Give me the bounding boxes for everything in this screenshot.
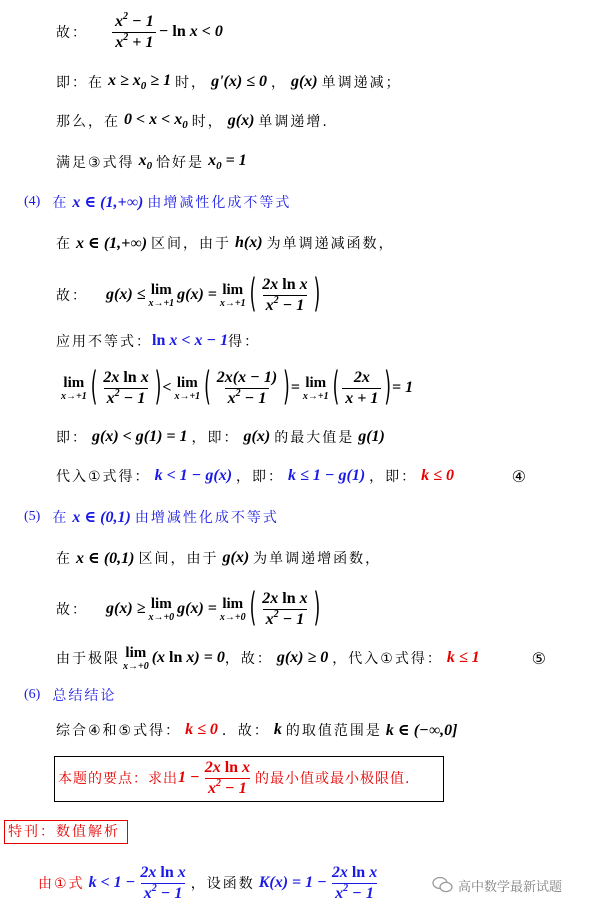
- line-apply-inequality: [56, 330, 260, 352]
- text: ，设函数: [190, 876, 255, 892]
- equation-tag: ⑤: [531, 648, 546, 668]
- label: 故：: [56, 288, 88, 304]
- text: 那么，在: [56, 114, 120, 130]
- line-decreasing: [56, 70, 402, 94]
- math: x ∈ (0,1): [68, 509, 135, 526]
- math: lim x→+0 (x ln x) = 0: [123, 644, 225, 672]
- math: k < 1 − $\frac{\text{2x ln x}}{x^2 - 1}$: [84, 863, 186, 902]
- line-summary: [56, 718, 458, 742]
- section-4-heading: [24, 191, 291, 213]
- line-conclusion-inequality: [56, 10, 223, 54]
- math: k ≤ 1 − g(1): [284, 467, 370, 484]
- math: x ∈ (1,+∞): [68, 194, 148, 211]
- line-interval-increasing: [56, 546, 381, 570]
- text: 总结结论: [52, 688, 117, 704]
- math: g(x): [286, 73, 322, 90]
- special-heading: [8, 820, 120, 842]
- text: 在: [56, 551, 72, 567]
- line-limit-inequality-2: [56, 586, 321, 632]
- math: g(x): [218, 549, 254, 566]
- text: 的取值范围是: [285, 723, 382, 739]
- equation-tag: ④: [511, 466, 526, 486]
- text: 应用不等式：: [56, 334, 152, 350]
- math: ln x < x − 1: [152, 332, 229, 349]
- label: 故：: [56, 25, 88, 41]
- text: 时，: [175, 75, 208, 91]
- section-number: (4): [24, 194, 41, 209]
- text: 即：: [56, 430, 88, 446]
- math: $x_0 = 1$: [204, 151, 247, 173]
- line-interval-decreasing: [56, 231, 395, 255]
- text: 在: [52, 510, 69, 526]
- section-number: (5): [24, 509, 41, 524]
- math: 1 − $\frac{\text{2x ln x}}{x^2 - 1}$: [178, 758, 251, 797]
- line-x0: [56, 150, 247, 174]
- math: K(x) = 1 − $\frac{\text{2x ln x}}{x^2 - 1}$: [254, 863, 378, 902]
- text: 综合④和⑤式得：: [56, 723, 182, 739]
- math: g'(x) ≤ 0: [207, 73, 271, 90]
- text: 的最大值是: [274, 430, 355, 446]
- text: 恰好是: [156, 155, 205, 171]
- section-6-heading: [24, 684, 116, 706]
- watermark: [432, 874, 562, 896]
- key-point: [58, 758, 411, 798]
- math: $0 < x < x_0$: [120, 110, 188, 132]
- text: 由增减性化成不等式: [134, 510, 279, 526]
- wechat-icon: [432, 876, 454, 894]
- text: 满足③式得: [56, 155, 135, 171]
- line-substitute-5: [56, 640, 546, 676]
- text: 由于极限: [56, 651, 120, 667]
- math: k ≤ 0: [417, 467, 454, 484]
- text: 由①式: [38, 876, 85, 892]
- text: 区间，由于: [138, 551, 219, 567]
- text: 即：在: [56, 75, 104, 91]
- text: ，即：: [191, 430, 240, 446]
- text: 在: [56, 236, 72, 252]
- math: x ∈ (1,+∞): [72, 235, 152, 252]
- text: 区间，由于: [151, 236, 232, 252]
- text: ，故：: [224, 651, 273, 667]
- section-5-heading: [24, 506, 279, 528]
- text: 的最小值或最小极限值.: [255, 771, 411, 787]
- math: h(x): [231, 234, 267, 251]
- line-maximum: [56, 426, 385, 448]
- text: 由增减性化成不等式: [147, 195, 292, 211]
- math: g(x) ≤ lim x→+1 g(x) = lim x→+1 ( $\frac{\text{2x ln x}}{x^2 - 1}$ ): [106, 272, 321, 318]
- math: g(x) < g(1) = 1: [88, 428, 192, 445]
- text: 时，: [191, 114, 224, 130]
- text: 得：: [228, 334, 261, 350]
- text: 特刊：数值解析: [8, 824, 120, 840]
- watermark-text: 高中数学最新试题: [458, 879, 563, 895]
- text: 单调递增.: [258, 114, 329, 130]
- text: 本题的要点：求出: [58, 771, 178, 787]
- text: 为单调递减函数，: [266, 236, 395, 252]
- text: ，代入①式得：: [332, 651, 443, 667]
- math: k: [269, 721, 286, 738]
- text: ，即：: [236, 469, 285, 485]
- line-limit-inequality: [56, 272, 321, 318]
- text: 在: [52, 195, 69, 211]
- text: 为单调递增函数，: [253, 551, 382, 567]
- text: ，即：: [369, 469, 418, 485]
- section-number: (6): [24, 687, 41, 702]
- text: 代入①式得：: [56, 469, 151, 485]
- math: $x_0$: [134, 151, 153, 173]
- line-increasing: [56, 109, 329, 133]
- text: ．故：: [221, 723, 270, 739]
- math: k ∈ (−∞,0]: [381, 722, 458, 739]
- math: k ≤ 0: [181, 721, 222, 738]
- math: x ∈ (0,1): [72, 550, 139, 567]
- math: k ≤ 1: [442, 649, 480, 666]
- math: g(1): [354, 428, 385, 445]
- label: 故：: [56, 602, 88, 618]
- math: g(x) ≥ 0: [272, 649, 333, 666]
- math: g(x): [239, 428, 275, 445]
- math: g(x) ≥ lim x→+0 g(x) = lim x→+0 ( $\frac{\text{2x ln x}}{x^2 - 1}$ ): [106, 586, 321, 632]
- line-define-K: [38, 860, 382, 906]
- math: $x \ge x_0 \ge 1$: [104, 71, 176, 93]
- math: $\frac{x^2 - 1}{x^2 + 1}$ − ln x < 0: [110, 13, 223, 52]
- math: k < 1 − g(x): [150, 467, 237, 484]
- text: ，: [270, 75, 287, 91]
- text: 单调递减；: [321, 75, 402, 91]
- line-limit-chain: lim x→+1 ( $\frac{\text{2x ln x}}{x^2 - 1}$ ) < lim x→+1 ( $\frac{2x(x - 1)}{x^2 - 1}$ ) = lim x→+1 ( $\frac{2x}{x + 1}$ ) = 1: [61, 365, 414, 411]
- line-substitute-4: [56, 465, 526, 487]
- math: g(x): [223, 112, 259, 129]
